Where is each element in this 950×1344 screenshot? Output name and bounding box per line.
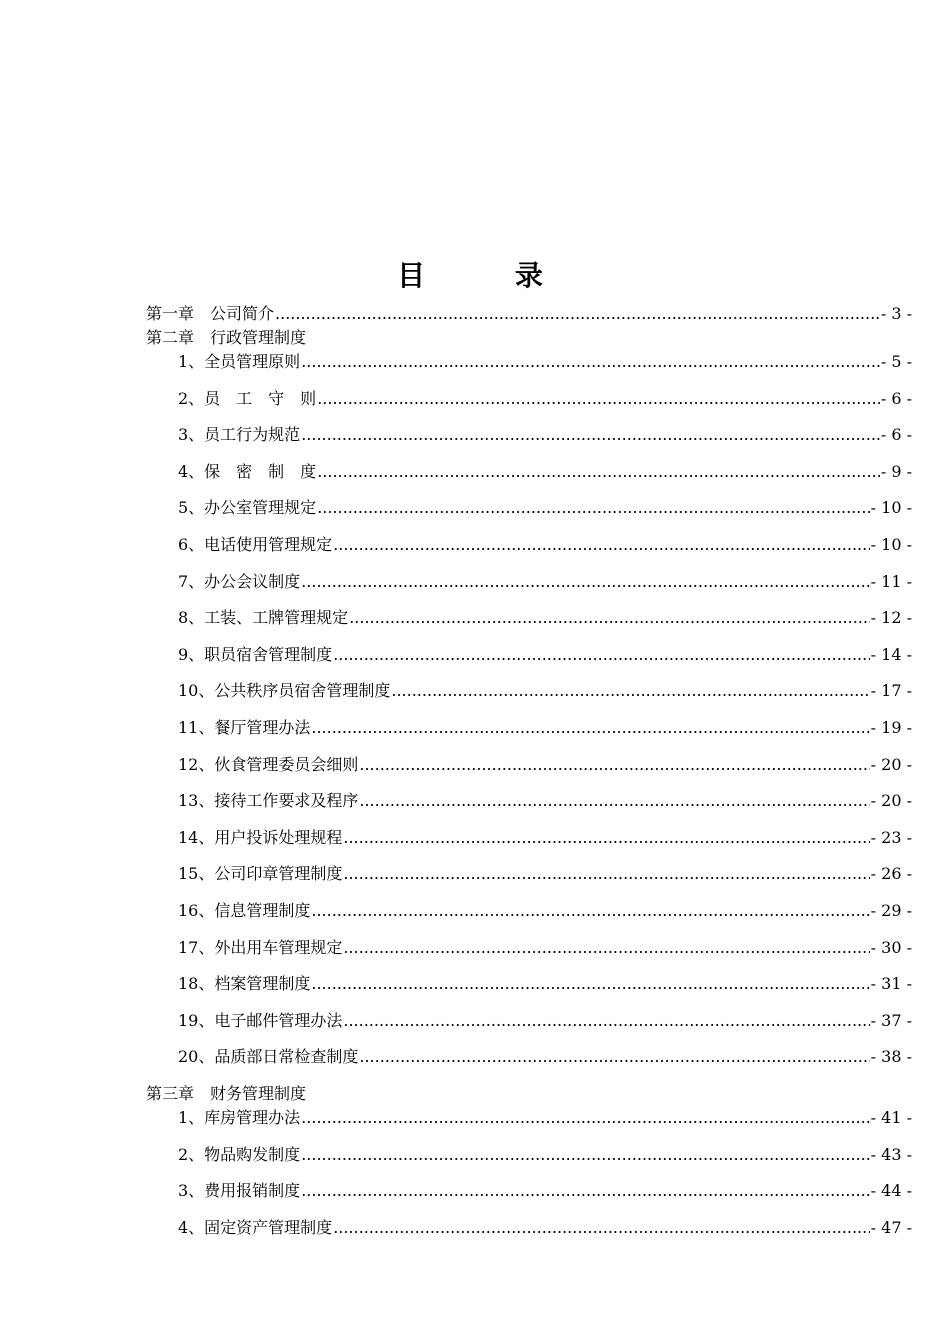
toc-item-entry[interactable] bbox=[146, 533, 912, 557]
toc-leader-dots bbox=[301, 423, 880, 447]
toc-item-label: 6、电话使用管理规定 bbox=[178, 535, 333, 554]
toc-item-label: 5、办公室管理规定 bbox=[178, 498, 317, 518]
toc-item-label: 12、伙食管理委员会细则 bbox=[178, 754, 359, 774]
toc-page-number: - 10 - bbox=[870, 535, 912, 554]
toc-leader-dots bbox=[301, 1106, 869, 1130]
toc-leader-dots bbox=[359, 789, 869, 813]
toc-page-number: - 20 - bbox=[870, 791, 912, 811]
toc-page-number: - 11 - bbox=[870, 571, 912, 591]
toc-leader-dots bbox=[359, 1045, 869, 1069]
toc-item-label: 11、餐厅管理办法 bbox=[178, 718, 311, 737]
toc-leader-dots bbox=[311, 899, 869, 923]
toc-page-number: - 14 - bbox=[870, 644, 912, 664]
toc-item-label: 3、费用报销制度 bbox=[178, 1181, 301, 1201]
toc-item-entry[interactable] bbox=[146, 716, 912, 740]
toc-item-label: 1、库房管理办法 bbox=[178, 1108, 301, 1127]
toc-chapter-label: 第三章 财务管理制度 bbox=[146, 1084, 307, 1103]
toc-item-label: 9、职员宿舍管理制度 bbox=[178, 644, 333, 664]
toc-chapter-heading bbox=[146, 1082, 912, 1106]
toc-leader-dots bbox=[333, 533, 869, 557]
toc-item-entry[interactable] bbox=[146, 496, 912, 520]
toc-page-number: - 3 - bbox=[880, 304, 912, 323]
toc-item-label: 10、公共秩序员宿舍管理制度 bbox=[178, 681, 391, 701]
toc-item-entry[interactable] bbox=[146, 1045, 912, 1069]
toc-item-label: 4、固定资产管理制度 bbox=[178, 1217, 333, 1237]
toc-item-entry[interactable] bbox=[146, 460, 912, 484]
toc-item-entry[interactable] bbox=[146, 606, 912, 630]
toc-page-number: - 30 - bbox=[870, 937, 912, 957]
toc-item-label: 16、信息管理制度 bbox=[178, 901, 311, 920]
toc-chapter-entry[interactable] bbox=[146, 302, 912, 326]
toc-page-number: - 31 - bbox=[870, 974, 912, 994]
toc-leader-dots bbox=[301, 570, 869, 594]
toc-item-label: 19、电子邮件管理办法 bbox=[178, 1010, 343, 1030]
toc-item-label: 20、品质部日常检查制度 bbox=[178, 1047, 359, 1067]
toc-item-entry[interactable] bbox=[146, 679, 912, 703]
toc-page-number: - 29 - bbox=[870, 901, 912, 920]
toc-item-label: 8、工装、工牌管理规定 bbox=[178, 608, 349, 628]
toc-leader-dots bbox=[275, 302, 880, 326]
toc-item-entry[interactable] bbox=[146, 1009, 912, 1033]
toc-leader-dots bbox=[391, 679, 869, 703]
toc-leader-dots bbox=[343, 1009, 869, 1033]
toc-title: 目 录 bbox=[397, 259, 583, 292]
toc-item-label: 14、用户投诉处理规程 bbox=[178, 827, 343, 847]
toc-item-label: 7、办公会议制度 bbox=[178, 571, 301, 591]
toc-page-number: - 26 - bbox=[870, 864, 912, 884]
toc-leader-dots bbox=[343, 862, 869, 886]
toc-leader-dots bbox=[333, 643, 869, 667]
toc-item-label: 2、员 工 守 则 bbox=[178, 388, 317, 408]
toc-leader-dots bbox=[301, 1143, 869, 1167]
toc-page-number: - 19 - bbox=[870, 718, 912, 737]
toc-leader-dots bbox=[317, 387, 880, 411]
toc-page-number: - 9 - bbox=[880, 461, 912, 481]
toc-item-label: 15、公司印章管理制度 bbox=[178, 864, 343, 884]
toc-leader-dots bbox=[333, 1216, 869, 1240]
toc-page-number: - 5 - bbox=[880, 352, 912, 371]
toc-item-entry[interactable] bbox=[146, 1216, 912, 1240]
toc-item-entry[interactable] bbox=[146, 899, 912, 923]
toc-leader-dots bbox=[343, 826, 869, 850]
toc-item-label: 4、保 密 制 度 bbox=[178, 461, 317, 481]
toc-item-entry[interactable] bbox=[146, 936, 912, 960]
toc-item-entry[interactable] bbox=[146, 423, 912, 447]
toc-page-number: - 12 - bbox=[870, 608, 912, 628]
toc-item-entry[interactable] bbox=[146, 350, 912, 374]
toc-page-number: - 38 - bbox=[870, 1047, 912, 1067]
toc-leader-dots bbox=[343, 936, 869, 960]
toc-page-number: - 17 - bbox=[870, 681, 912, 701]
toc-leader-dots bbox=[301, 350, 880, 374]
toc-page-number: - 43 - bbox=[870, 1144, 912, 1164]
toc-leader-dots bbox=[301, 1179, 869, 1203]
toc-page-number: - 6 - bbox=[880, 425, 912, 445]
toc-page-number: - 47 - bbox=[870, 1217, 912, 1237]
toc-page-number: - 10 - bbox=[870, 498, 912, 518]
toc-item-entry[interactable] bbox=[146, 570, 912, 594]
toc-chapter-label: 第一章 公司简介 bbox=[146, 304, 275, 323]
toc-page-number: - 37 - bbox=[870, 1010, 912, 1030]
toc-leader-dots bbox=[311, 716, 869, 740]
toc-item-label: 13、接待工作要求及程序 bbox=[178, 791, 359, 811]
toc-item-entry[interactable] bbox=[146, 1106, 912, 1130]
toc-leader-dots bbox=[311, 972, 869, 996]
toc-leader-dots bbox=[317, 496, 869, 520]
toc-page-number: - 44 - bbox=[870, 1181, 912, 1201]
toc-leader-dots bbox=[317, 460, 880, 484]
toc-chapter-heading bbox=[146, 326, 912, 350]
toc-item-label: 2、物品购发制度 bbox=[178, 1144, 301, 1164]
toc-item-entry[interactable] bbox=[146, 387, 912, 411]
toc-item-label: 3、员工行为规范 bbox=[178, 425, 301, 445]
toc-item-entry[interactable] bbox=[146, 643, 912, 667]
toc-item-entry[interactable] bbox=[146, 753, 912, 777]
toc-leader-dots bbox=[349, 606, 869, 630]
toc-item-entry[interactable] bbox=[146, 826, 912, 850]
toc-item-entry[interactable] bbox=[146, 789, 912, 813]
toc-item-label: 17、外出用车管理规定 bbox=[178, 937, 343, 957]
toc-item-entry[interactable] bbox=[146, 1179, 912, 1203]
toc-page-number: - 41 - bbox=[870, 1108, 912, 1127]
toc-item-entry[interactable] bbox=[146, 862, 912, 886]
toc-page-number: - 23 - bbox=[870, 827, 912, 847]
toc-page-number: - 6 - bbox=[880, 388, 912, 408]
toc-item-entry[interactable] bbox=[146, 1143, 912, 1167]
toc-chapter-label: 第二章 行政管理制度 bbox=[146, 328, 307, 347]
toc-page-number: - 20 - bbox=[870, 754, 912, 774]
toc-item-label: 1、全员管理原则 bbox=[178, 352, 301, 371]
toc-item-entry[interactable] bbox=[146, 972, 912, 996]
toc-item-label: 18、档案管理制度 bbox=[178, 974, 311, 994]
toc-leader-dots bbox=[359, 753, 869, 777]
